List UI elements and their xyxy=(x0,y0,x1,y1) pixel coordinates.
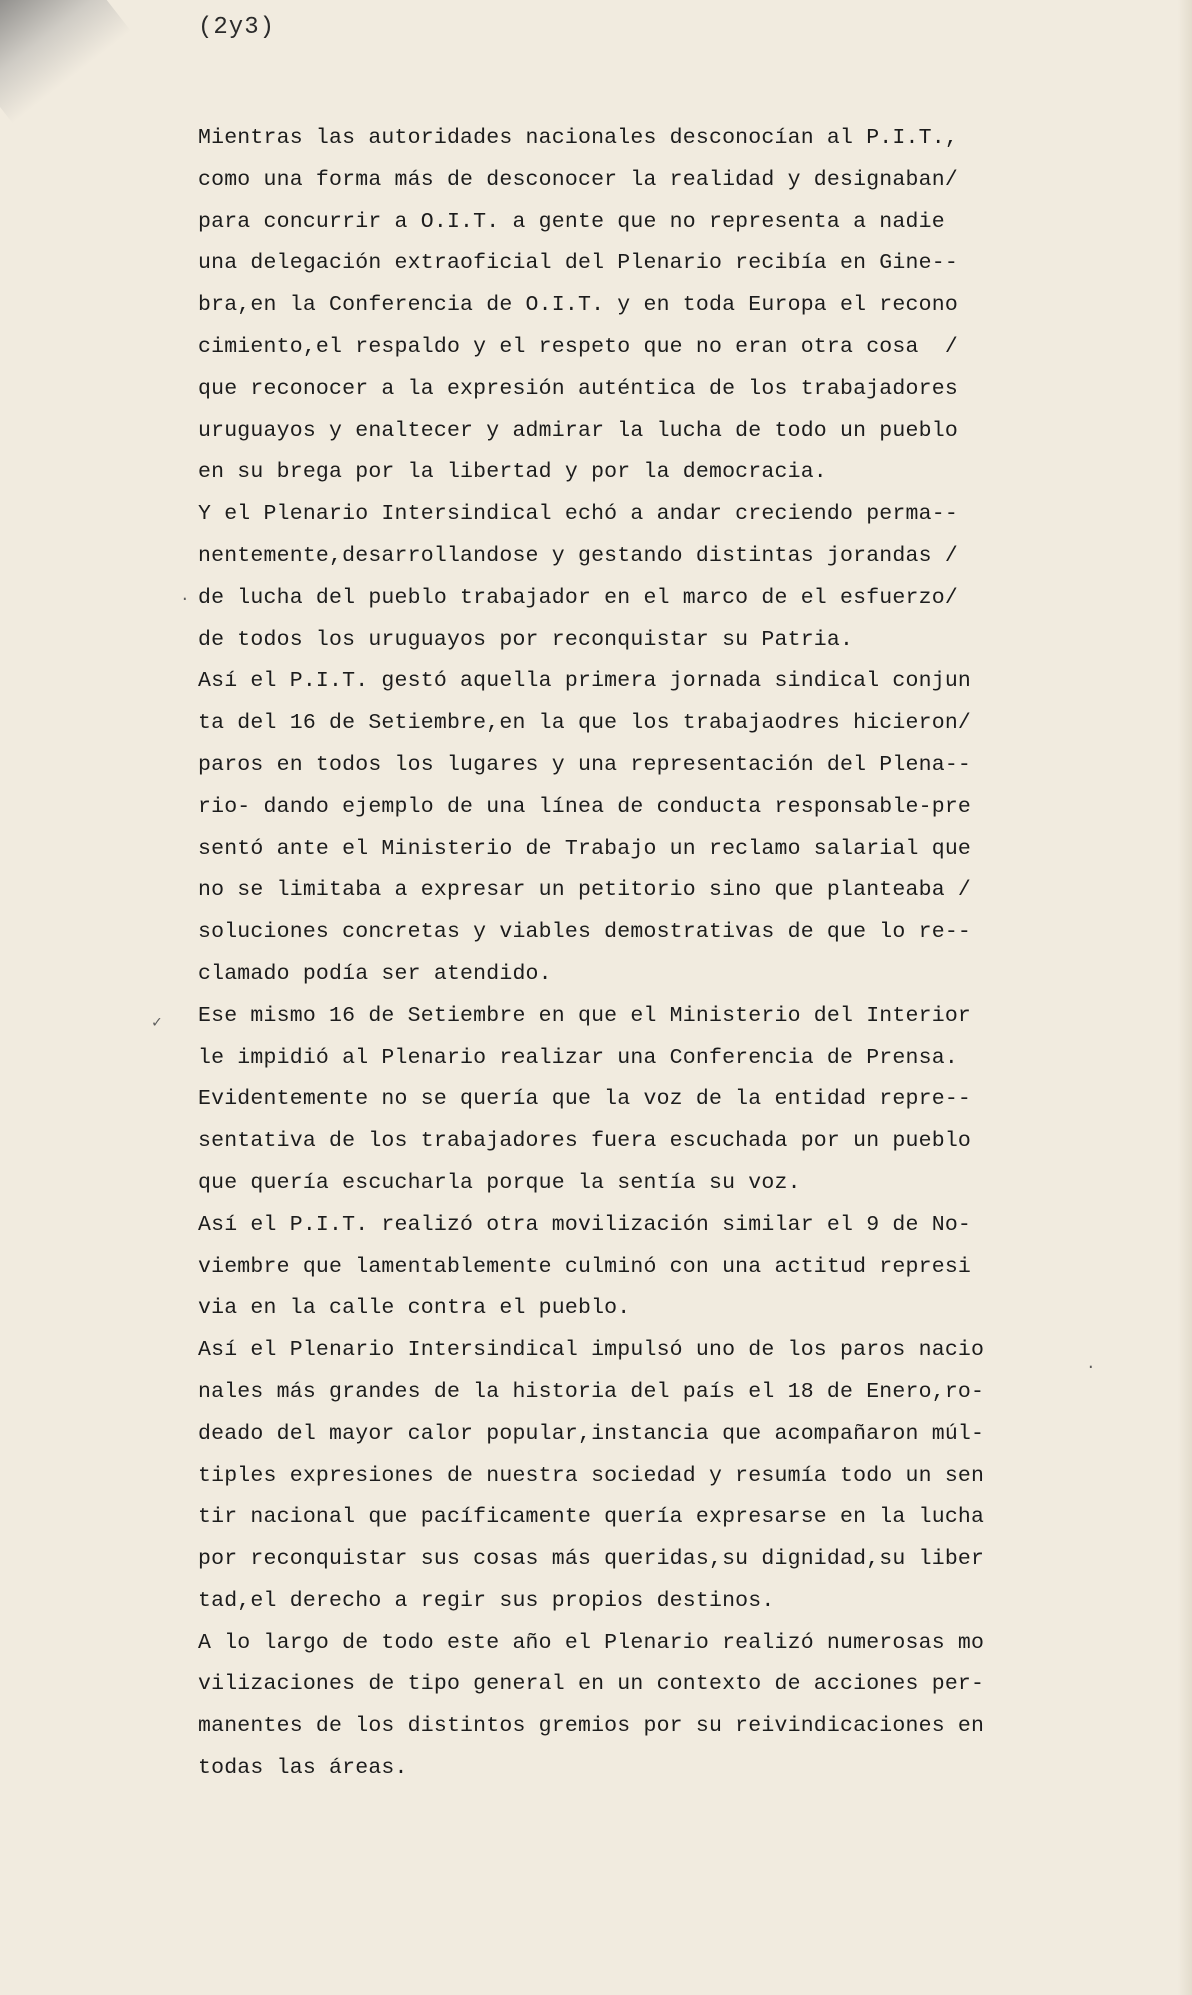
text-line: Así el P.I.T. gestó aquella primera jornada sindical conjun xyxy=(198,669,972,694)
typed-text-block xyxy=(198,118,1078,1790)
text-line: que quería escucharla porque la sentía su voz. xyxy=(198,1170,801,1195)
text-line: cimiento,el respaldo y el respeto que no eran otra cosa / xyxy=(198,334,958,359)
text-line: via en la calle contra el pueblo. xyxy=(198,1296,631,1321)
text-line: uruguayos y enaltecer y admirar la lucha de todo un pueblo xyxy=(198,418,958,443)
text-line: tiples expresiones de nuestra sociedad y resumía todo un sen xyxy=(198,1463,985,1488)
margin-dot-mark: · xyxy=(180,590,190,608)
text-line: Y el Plenario Intersindical echó a andar creciendo perma-- xyxy=(198,502,958,527)
margin-dot-mark: · xyxy=(1086,1358,1096,1376)
text-line: sentativa de los trabajadores fuera escuchada por un pueblo xyxy=(198,1129,972,1154)
text-line: no se limitaba a expresar un petitorio sino que planteaba / xyxy=(198,878,972,903)
text-line: todas las áreas. xyxy=(198,1756,408,1781)
text-line: que reconocer a la expresión auténtica de los trabajadores xyxy=(198,376,958,401)
text-line: ta del 16 de Setiembre,en la que los trabajaodres hicieron/ xyxy=(198,711,972,736)
text-line: manentes de los distintos gremios por su reivindicaciones en xyxy=(198,1714,985,1739)
text-line: una delegación extraoficial del Plenario recibía en Gine-- xyxy=(198,251,958,276)
text-line: vilizaciones de tipo general en un contexto de acciones per- xyxy=(198,1672,985,1697)
margin-check-mark: ✓ xyxy=(152,1014,162,1032)
text-line: nales más grandes de la historia del país el 18 de Enero,ro- xyxy=(198,1379,985,1404)
text-line: Ese mismo 16 de Setiembre en que el Ministerio del Interior xyxy=(198,1003,972,1028)
text-line: A lo largo de todo este año el Plenario realizó numerosas mo xyxy=(198,1630,985,1655)
text-line: viembre que lamentablemente culminó con una actitud represi xyxy=(198,1254,972,1279)
text-line: por reconquistar sus cosas más queridas,su dignidad,su liber xyxy=(198,1547,985,1572)
text-line: rio- dando ejemplo de una línea de conducta responsable-pre xyxy=(198,794,972,819)
page-edge-shadow xyxy=(1178,0,1192,1995)
text-line: Evidentemente no se quería que la voz de la entidad repre-- xyxy=(198,1087,972,1112)
text-line: para concurrir a O.I.T. a gente que no representa a nadie xyxy=(198,209,945,234)
text-line: clamado podía ser atendido. xyxy=(198,961,552,986)
text-line: deado del mayor calor popular,instancia que acompañaron múl- xyxy=(198,1421,985,1446)
text-line: Así el P.I.T. realizó otra movilización similar el 9 de No- xyxy=(198,1212,972,1237)
text-line: le impidió al Plenario realizar una Conferencia de Prensa. xyxy=(198,1045,958,1070)
text-line: soluciones concretas y viables demostrativas de que lo re-- xyxy=(198,920,972,945)
text-line: bra,en la Conferencia de O.I.T. y en toda Europa el recono xyxy=(198,293,958,318)
text-line: Mientras las autoridades nacionales desconocían al P.I.T., xyxy=(198,126,958,150)
text-line: en su brega por la libertad y por la democracia. xyxy=(198,460,827,485)
folded-corner xyxy=(0,0,131,123)
text-line: tir nacional que pacíficamente quería expresarse en la lucha xyxy=(198,1505,985,1530)
text-line: de todos los uruguayos por reconquistar su Patria. xyxy=(198,627,854,652)
text-line: Así el Plenario Intersindical impulsó uno de los paros nacio xyxy=(198,1338,985,1363)
text-line: paros en todos los lugares y una representación del Plena-- xyxy=(198,752,972,777)
text-line: tad,el derecho a regir sus propios destinos. xyxy=(198,1588,775,1613)
text-line: nentemente,desarrollandose y gestando distintas jorandas / xyxy=(198,543,958,568)
text-line: como una forma más de desconocer la realidad y designaban/ xyxy=(198,167,958,192)
text-line: de lucha del pueblo trabajador en el marco de el esfuerzo/ xyxy=(198,585,958,610)
text-line: sentó ante el Ministerio de Trabajo un reclamo salarial que xyxy=(198,836,972,861)
page-number: (2y3) xyxy=(198,14,276,41)
